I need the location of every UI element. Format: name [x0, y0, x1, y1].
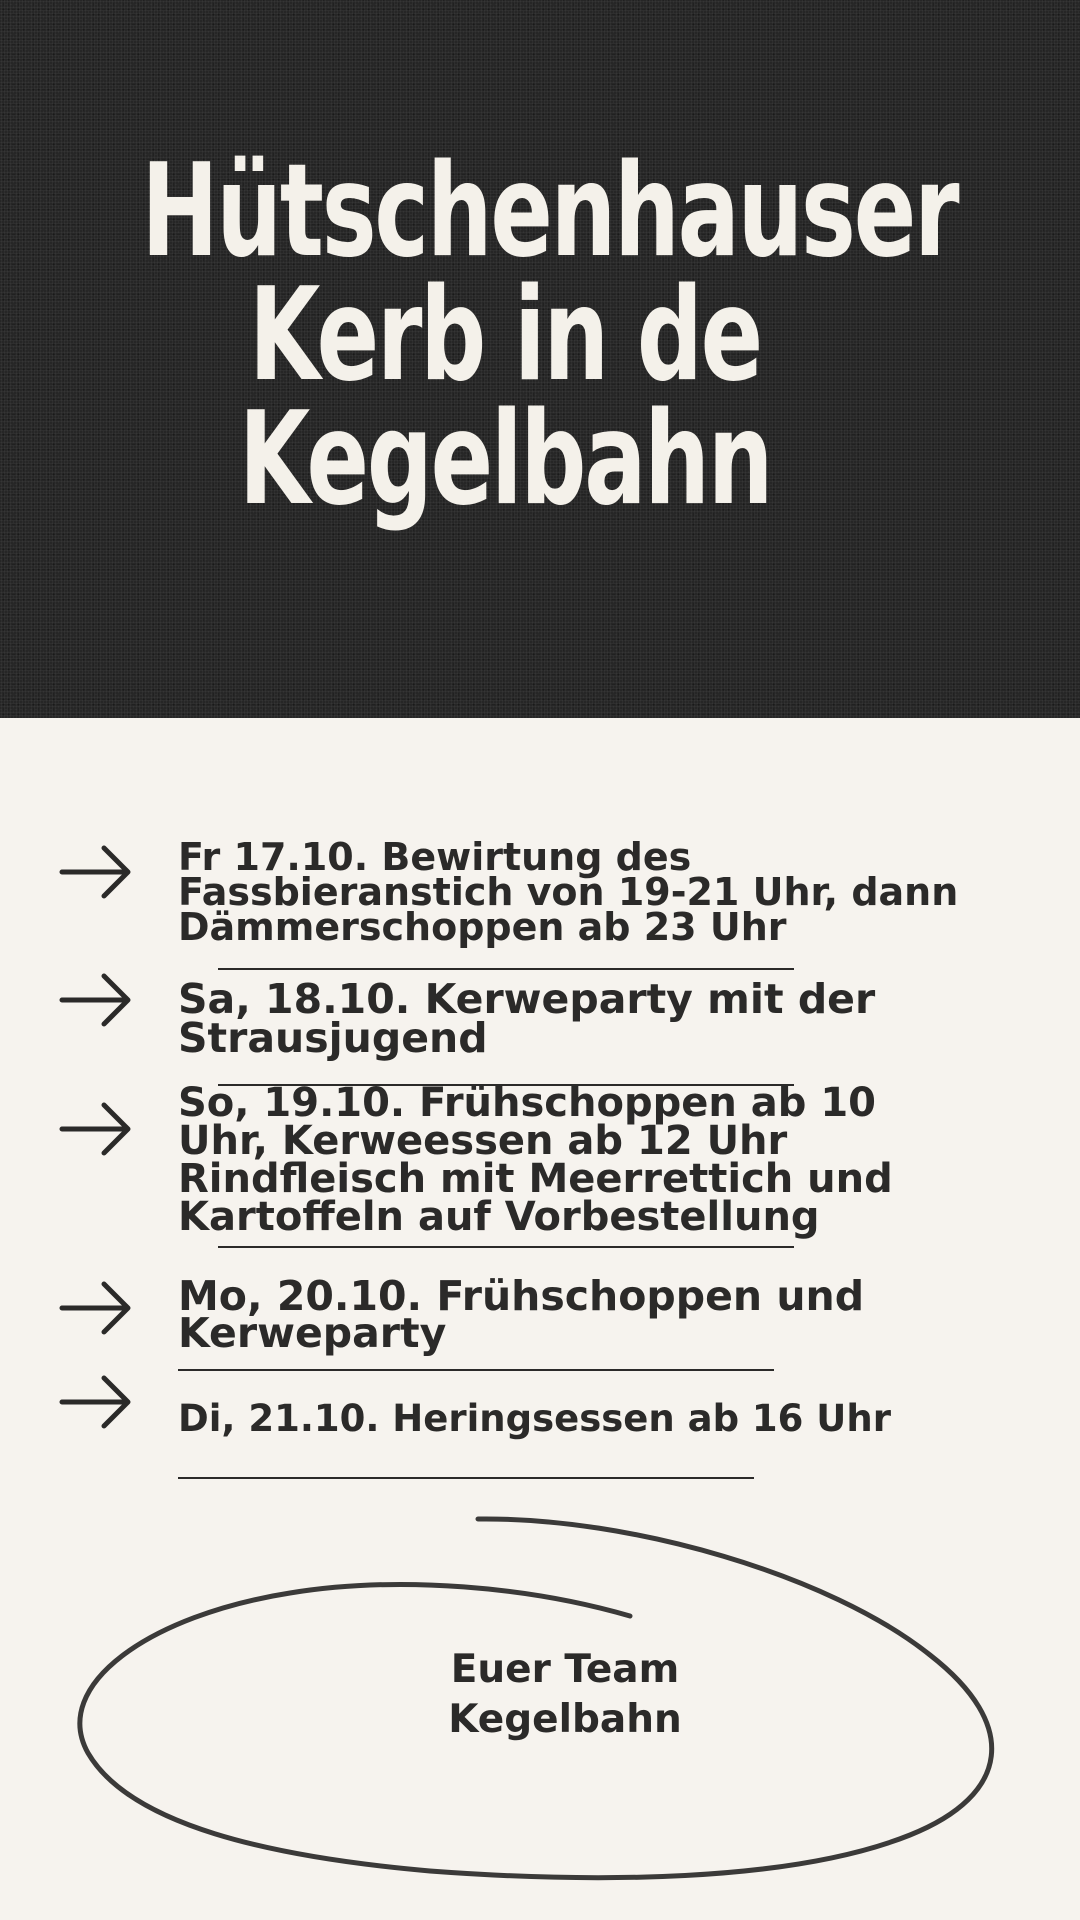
event-text: So, 19.10. Frühschoppen ab 10 Uhr, Kerweessen ab 12 Uhr Rindfleisch mit Meerrettich und Kartoffeln auf Vorbestellung [178, 1080, 893, 1240]
title-line-1: Hütschenhauser [141, 137, 958, 286]
divider-line [218, 968, 794, 970]
event-text: Fr 17.10. Bewirtung des Fassbieranstich von 19-21 Uhr, dann Dämmerschoppen ab 23 Uhr [178, 835, 959, 949]
title-line-2: Kerb in de [249, 261, 761, 410]
event-text: Mo, 20.10. Frühschoppen und Kerweparty [178, 1272, 865, 1357]
arrow-right-icon [58, 1278, 134, 1338]
arrow-right-icon [58, 970, 134, 1030]
signature-line-1: Euer Team [450, 1647, 680, 1692]
divider-line [178, 1477, 754, 1479]
title-line-3: Kegelbahn [238, 385, 772, 534]
arrow-right-icon [58, 1099, 134, 1159]
event-text: Sa, 18.10. Kerweparty mit der Strausjugend [178, 975, 876, 1062]
arrow-right-icon [58, 1372, 134, 1432]
signature-text [360, 1645, 770, 1745]
divider-line [218, 1246, 794, 1248]
arrow-right-icon [58, 842, 134, 902]
signature-line-2: Kegelbahn [448, 1697, 682, 1742]
event-text: Di, 21.10. Heringsessen ab 16 Uhr [178, 1397, 891, 1440]
divider-line [178, 1369, 774, 1371]
